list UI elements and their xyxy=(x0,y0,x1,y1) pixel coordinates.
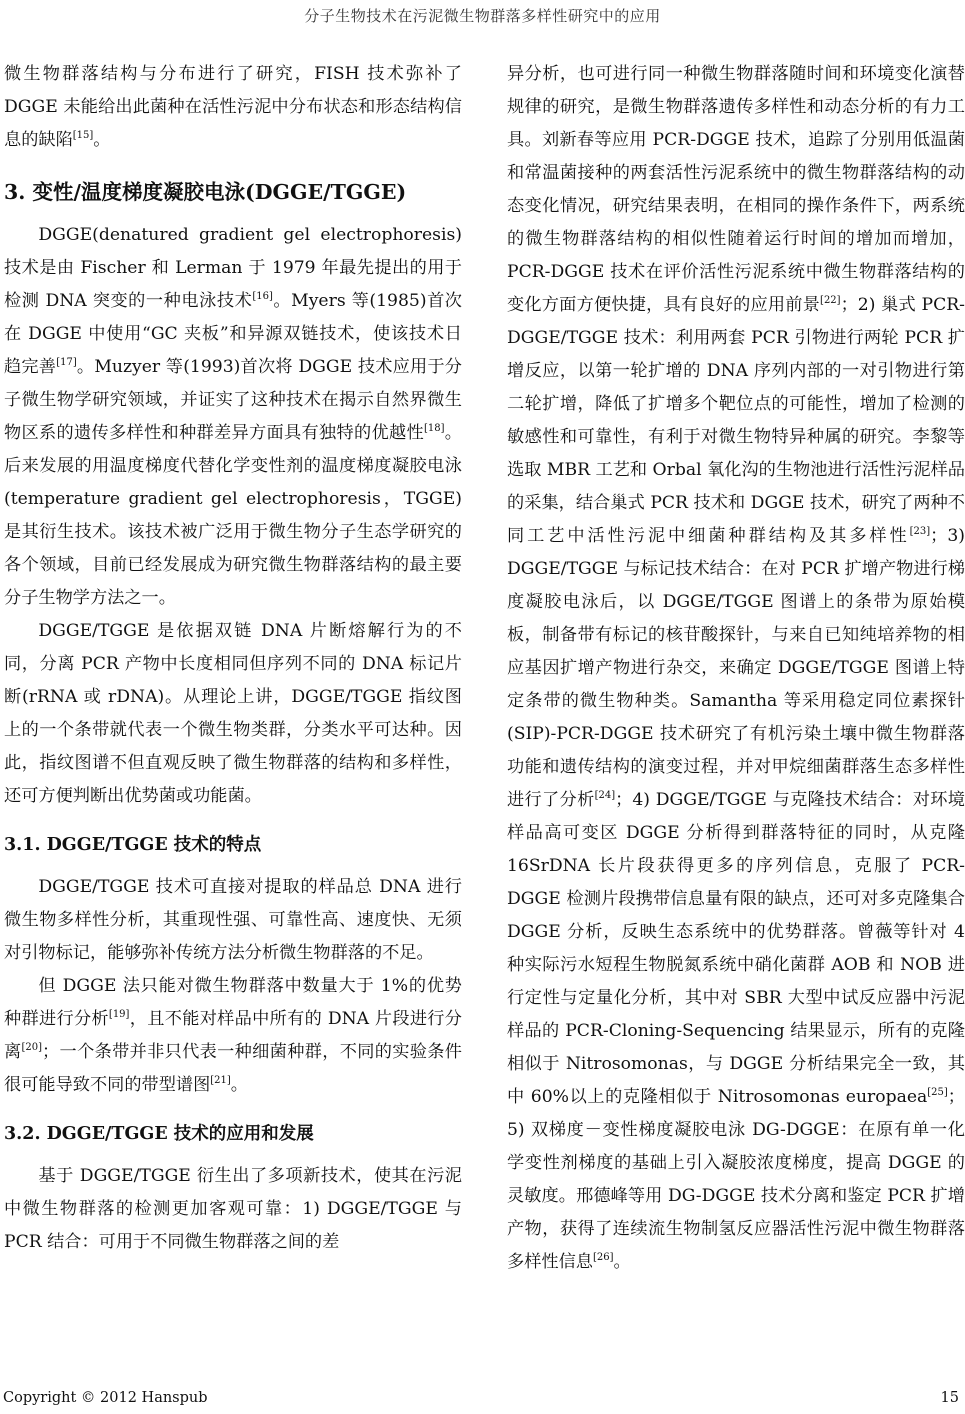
running-header: 分子生物技术在污泥微生物群落多样性研究中的应用 xyxy=(304,7,661,25)
paragraph-text: ；2) 巢式 PCR-DGGE/TGGE 技术：利用两套 PCR 引物进行两轮 PCR 扩增反应，以第一轮扩增的 DNA 序列内部的一对引物进行第二轮扩增，降低了扩增多个靶位点的可能性，增加了检测的敏感性和可靠性，有利于对微生物特异种属的研究。李黎等选取 MBR 工艺和 Orbal 氧化沟的生物池进行活性污泥样品的采集，结合巢式 PCR 技术和 DGGE 技术，研究了两种不同工艺中活性污泥中细菌种群结构及其多样性 xyxy=(507,295,965,546)
paragraph-text: 。 xyxy=(93,130,111,150)
citation-ref[interactable]: [15] xyxy=(72,130,94,141)
citation-ref[interactable]: [20] xyxy=(21,1042,43,1053)
paragraph-text: 微生物群落结构与分布进行了研究，FISH 技术弥补了DGGE 未能给出此菌种在活性污泥中分布状态和形态结构信息的缺陷 xyxy=(4,64,462,150)
paragraph-continuation xyxy=(4,58,462,157)
right-column xyxy=(507,58,965,1279)
paragraph-applications-continued xyxy=(507,58,965,1279)
subsection-heading-3-1: 3.1. DGGE/TGGE 技术的特点 xyxy=(4,835,262,855)
paragraph-text: 但 DGGE 法只能对微生物群落中数量大于 1%的优势种群进行分析 xyxy=(4,976,462,1029)
paragraph-features: DGGE/TGGE 技术可直接对提取的样品总 DNA 进行微生物多样性分析，其重现性强、可靠性高、速度快、无须对引物标记，能够弥补传统方法分析微生物群落的不足。 xyxy=(4,877,462,963)
citation-ref[interactable]: [21] xyxy=(210,1075,231,1086)
citation-ref[interactable]: [24] xyxy=(594,790,616,801)
paragraph-dgge-principle: DGGE/TGGE 是依据双链 DNA 片断熔解行为的不同，分离 PCR 产物中长度相同但序列不同的 DNA 标记片断(rRNA 或 rDNA)。从理论上讲，DGGE/TGGE 指纹图上的一个条带就代表一个微生物类群，分类水平可达种。因此，指纹图谱不但直观反映了微生物群落的结构和多样性，还可方便判断出优势菌或功能菌。 xyxy=(4,621,462,806)
paragraph-text: 。 xyxy=(230,1075,248,1095)
subsection-heading-3-2: 3.2. DGGE/TGGE 技术的应用和发展 xyxy=(4,1124,314,1144)
paragraph-text: ，且不能对样品中所有的 DNA 片段进行分离 xyxy=(4,1009,462,1062)
paragraph-text: ；5) 双梯度－变性梯度凝胶电泳 DG-DGGE：在原有单一化学变性剂梯度的基础上引入凝胶浓度梯度，提高 DGGE 的灵敏度。邢德峰等用 DG-DGGE 技术分离和鉴定 PCR 扩增产物，获得了连续流生物制氢反应器活性污泥中微生物群落多样性信息 xyxy=(507,1087,965,1272)
citation-ref[interactable]: [19] xyxy=(108,1009,130,1020)
citation-ref[interactable]: [26] xyxy=(592,1252,614,1263)
paragraph-text: ；4) DGGE/TGGE 与克隆技术结合：对环境样品高可变区 DGGE 分析得到群落特征的同时，从克隆 16SrDNA 长片段获得更多的序列信息，克服了 PCR-DGGE 检测片段携带信息量有限的缺点，还可对多克隆集合 DGGE 分析，反映生态系统中的优势群落。曾薇等针对 4 种实际污水短程生物脱氮系统中硝化菌群 AOB 和 NOB 进行定性与定量化分析，其中对 SBR 大型中试反应器中污泥样品的 PCR-Cloning-Sequencing 结果显示，所有的克隆相似于 Nitrosomonas，与 DGGE 分析结果完全一致，其中 60%以上的克隆相似于 Nitrosomonas europaea xyxy=(507,790,965,1107)
paragraph-text: 异分析，也可进行同一种微生物群落随时间和环境变化演替规律的研究，是微生物群落遗传多样性和动态分析的有力工具。刘新春等应用 PCR-DGGE 技术，追踪了分别用低温菌和常温菌接种的两套活性污泥系统中的微生物群落结构的动态变化情况，研究结果表明，在相同的操作条件下，两系统的微生物群落结构的相似性随着运行时间的增加而增加，PCR-DGGE 技术在评价活性污泥系统中微生物群落结构的变化方面方便快捷，具有良好的应用前景 xyxy=(507,64,965,315)
paragraph-dgge-history xyxy=(4,219,462,615)
citation-ref[interactable]: [22] xyxy=(820,295,841,306)
citation-ref[interactable]: [23] xyxy=(909,526,931,537)
page-number: 15 xyxy=(940,1390,959,1406)
paragraph-text: 。 xyxy=(613,1252,631,1272)
paragraph-text: ；3) DGGE/TGGE 与标记技术结合：在对 PCR 扩增产物进行梯度凝胶电泳后，以 DGGE/TGGE 图谱上的条带为原始模板，制备带有标记的核苷酸探针，与来自已知纯培养物的相应基因扩增产物进行杂交，来确定 DGGE/TGGE 图谱上特定条带的微生物种类。Samantha 等采用稳定同位素探针(SIP)-PCR-DGGE 技术研究了有机污染土壤中微生物群落功能和遗传结构的演变过程，并对甲烷细菌群落生态多样性进行了分析 xyxy=(507,526,965,810)
citation-ref[interactable]: [16] xyxy=(252,291,273,302)
citation-ref[interactable]: [18] xyxy=(423,423,445,434)
paragraph-text: ；一个条带并非只代表一种细菌种群，不同的实验条件很可能导致不同的带型谱图 xyxy=(4,1042,462,1095)
paragraph-text: 。后来发展的用温度梯度代替化学变性剂的温度梯度凝胶电泳(temperature gradient gel electrophoresis，TGGE)是其衍生技术。该技术被广泛用于微生物分子生态学研究的各个领域，目前已经发展成为研究微生物群落结构的最主要分子生物学方法之一。 xyxy=(4,423,462,608)
footer-copyright: Copyright © 2012 Hanspub xyxy=(3,1390,208,1406)
citation-ref[interactable]: [25] xyxy=(927,1087,948,1098)
paragraph-text: 。Myers 等(1985)首次在 DGGE 中使用“GC 夹板”和异源双链技术，使该技术日趋完善 xyxy=(4,291,462,377)
paragraph-text: DGGE(denatured gradient gel electrophoresis)技术是由 Fischer 和 Lerman 于 1979 年最先提出的用于检测 DNA 突变的一种电泳技术 xyxy=(4,225,462,311)
section-heading-3: 3. 变性/温度梯度凝胶电泳(DGGE/TGGE) xyxy=(4,180,407,204)
paragraph-applications-start: 基于 DGGE/TGGE 衍生出了多项新技术，使其在污泥中微生物群落的检测更加客观可靠：1) DGGE/TGGE 与 PCR 结合：可用于不同微生物群落之间的差 xyxy=(4,1166,462,1252)
paragraph-limitations xyxy=(4,970,462,1102)
left-column xyxy=(4,58,462,1259)
citation-ref[interactable]: [17] xyxy=(56,357,77,368)
paragraph-text: 。Muzyer 等(1993)首次将 DGGE 技术应用于分子微生物学研究领域，并证实了这种技术在揭示自然界微生物区系的遗传多样性和种群差异方面具有独特的优越性 xyxy=(4,357,462,443)
